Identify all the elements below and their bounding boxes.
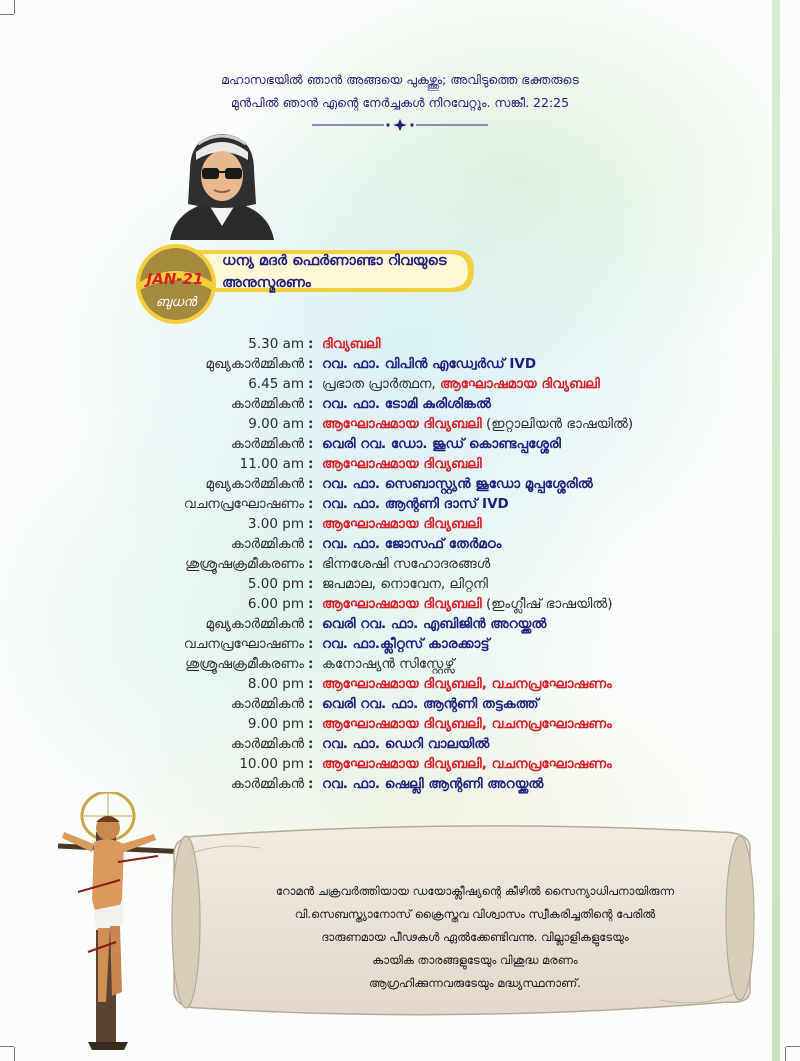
saint-description-line-3: ദാരുണമായ പീഢകൾ ഏൽക്കേണ്ടിവന്നു. വില്ലാളികളുടേയും xyxy=(321,930,629,944)
schedule-row-value-text: ആഘോഷമായ ദിവ്യബലി xyxy=(322,516,482,532)
schedule-row xyxy=(100,674,700,694)
schedule-row xyxy=(100,494,700,514)
schedule-row-value-text: ദിവ്യബലി xyxy=(322,336,381,352)
schedule-row xyxy=(100,654,700,674)
schedule-row-label: 9.00 pm xyxy=(247,716,304,732)
schedule-row-label: കാർമ്മികൻ xyxy=(230,696,304,712)
schedule-row xyxy=(100,554,700,574)
schedule-row-value-text: റവ. ഫാ. സെബാസ്റ്റ്യൻ ജൂഡോ മൂപ്പശ്ശേരിൽ xyxy=(322,476,593,492)
schedule-row-value-note: (ഇറ്റാലിയൻ ഭാഷയിൽ) xyxy=(481,416,634,432)
schedule-row-label: 11.00 am xyxy=(239,456,304,472)
schedule-row-value xyxy=(322,354,536,374)
schedule-row xyxy=(100,394,700,414)
saint-description xyxy=(250,880,700,995)
schedule-row-value xyxy=(322,674,612,694)
bible-verse xyxy=(140,68,660,114)
schedule-row-label: 5.00 pm xyxy=(247,576,304,592)
saint-description-line-2: വി.സെബസ്ത്യാനോസ് ക്രൈസ്തവ വിശ്വാസം സ്വീകരിച്ചതിന്റെ പേരിൽ xyxy=(294,907,656,921)
schedule-row xyxy=(100,434,700,454)
schedule-row-value-text: റവ. ഫാ.ക്ലീറ്റസ് കാരക്കാട്ട് xyxy=(322,636,490,652)
schedule-row-value-text: ആഘോഷമായ ദിവ്യബലി, വചനപ്രഘോഷണം xyxy=(322,676,612,692)
crop-mark xyxy=(0,14,14,15)
schedule-row xyxy=(100,634,700,654)
page-edge-strip xyxy=(772,0,780,1061)
schedule-row xyxy=(100,454,700,474)
saint-description-line-1: റോമൻ ചക്രവർത്തിയായ ഡയോക്ലീഷ്യന്റെ കീഴിൽ സൈന്യാധിപനായിരുന്ന xyxy=(275,884,675,898)
schedule-row xyxy=(100,414,700,434)
schedule-row-value-text: ജപമാല, നൊവേന, ലിറ്റനി xyxy=(322,576,488,592)
schedule-row-value xyxy=(322,514,482,534)
crop-mark xyxy=(14,0,15,14)
schedule-row-value-text: റവ. ഫാ. ഷെല്ലി ആന്റണി അറയ്ക്കൽ xyxy=(322,776,544,792)
verse-line-1: മഹാസഭയിൽ ഞാൻ അങ്ങയെ പുകഴ്ത്തും; അവിടുത്തെ ഭക്തരുടെ xyxy=(221,72,579,87)
event-title xyxy=(222,250,462,294)
schedule-row-value xyxy=(322,374,600,394)
schedule-row-value-text: ആഘോഷമായ ദിവ്യബലി, വചനപ്രഘോഷണം xyxy=(322,716,612,732)
schedule-row-value xyxy=(322,754,612,774)
schedule-row xyxy=(100,594,700,614)
saint-description-line-4: കായിക താരങ്ങളുടേയും വിശുദ്ധ മരണം xyxy=(372,953,578,967)
schedule-row-label: കാർമ്മികൻ xyxy=(230,736,304,752)
schedule-row xyxy=(100,474,700,494)
schedule-row-value-text: ആഘോഷമായ ദിവ്യബലി xyxy=(322,596,482,612)
schedule-row-label: ശുശ്രൂഷക്രമീകരണം xyxy=(185,656,304,672)
schedule-row xyxy=(100,714,700,734)
schedule-row-value-text: റവ. ഫാ. ഡെറി വാലയിൽ xyxy=(322,736,490,752)
schedule-row-separator: : xyxy=(308,496,314,512)
schedule-row-value xyxy=(322,694,538,714)
schedule-row xyxy=(100,334,700,354)
schedule-row-label: മുഖ്യകാർമ്മികൻ xyxy=(205,616,304,632)
schedule-row-separator: : xyxy=(308,456,314,472)
schedule-row-value xyxy=(322,734,489,754)
schedule-row-value xyxy=(322,334,380,354)
date-label: JAN-21 xyxy=(146,270,204,288)
schedule-row-value-text: റവ. ഫാ. വിപിൻ എഡ്വേർഡ് IVD xyxy=(322,356,537,372)
schedule-row-separator: : xyxy=(308,536,314,552)
schedule-row-separator: : xyxy=(308,736,314,752)
schedule-row-separator: : xyxy=(308,636,314,652)
schedule-row-value-text: വെരി റവ. ഫാ. ആന്റണി തട്ടകത്ത് xyxy=(322,696,539,712)
schedule-row-label: 6.45 am xyxy=(248,376,304,392)
mother-fernanda-portrait xyxy=(166,130,278,240)
schedule-row-label: 6.00 pm xyxy=(247,596,304,612)
schedule-row-separator: : xyxy=(308,576,314,592)
schedule-row-label: കാർമ്മികൻ xyxy=(230,436,304,452)
schedule-row-label: കാർമ്മികൻ xyxy=(230,536,304,552)
schedule-row-value xyxy=(322,474,593,494)
crop-mark xyxy=(0,1046,14,1047)
schedule-row xyxy=(100,514,700,534)
schedule-row-value xyxy=(322,534,501,554)
schedule-row-value-text: റവ. ഫാ. ടോമി കുരിശിങ്കൽ xyxy=(322,396,491,412)
schedule-row xyxy=(100,354,700,374)
schedule-row-separator: : xyxy=(308,776,314,792)
verse-line-2: മുൻപിൽ ഞാൻ എന്റെ നേർച്ചകൾ നിറവേറ്റും. സങ്കീ. 22:25 xyxy=(230,95,570,110)
schedule-row-value xyxy=(322,494,509,514)
schedule-row-label: മുഖ്യകാർമ്മികൻ xyxy=(205,476,304,492)
schedule-row xyxy=(100,694,700,714)
schedule-row-label: 10.00 pm xyxy=(239,756,304,772)
schedule-row-label: കാർമ്മികൻ xyxy=(230,396,304,412)
schedule-row-value xyxy=(322,634,489,654)
schedule-row-value-note: (ഇംഗ്ലീഷ് ഭാഷയിൽ) xyxy=(481,596,613,612)
event-title-line-1: ധന്യ മദർ ഫെർണാണ്ടാ റിവയുടെ xyxy=(222,253,447,269)
schedule-row-separator: : xyxy=(308,396,314,412)
day-label: ബുധൻ xyxy=(155,295,197,310)
crop-mark xyxy=(785,1047,786,1061)
schedule-row-value xyxy=(322,414,633,434)
schedule-row-value xyxy=(322,654,455,674)
schedule-row-separator: : xyxy=(308,556,314,572)
event-title-line-2: അനുസ്മരണം xyxy=(222,275,311,291)
schedule-row-label: വചനപ്രഘോഷണം xyxy=(183,496,304,512)
schedule-row-value-text: ആഘോഷമായ ദിവ്യബലി xyxy=(322,456,482,472)
schedule-row xyxy=(100,574,700,594)
schedule-row-value-text: ഭിന്നശേഷി സഹോദരങ്ങൾ xyxy=(322,556,491,572)
schedule-row-value-text: റവ. ഫാ. ആന്റണി ദാസ് IVD xyxy=(322,496,509,512)
schedule-row-value xyxy=(322,574,488,594)
schedule-row-label: 8.00 pm xyxy=(247,676,304,692)
schedule-row-value xyxy=(322,614,546,634)
schedule-row-separator: : xyxy=(308,416,314,432)
schedule-row-separator: : xyxy=(308,616,314,632)
schedule-row-value-note: ആഘോഷമായ ദിവ്യബലി xyxy=(440,376,600,392)
schedule-row xyxy=(100,534,700,554)
schedule-row-value-text: ആഘോഷമായ ദിവ്യബലി, വചനപ്രഘോഷണം xyxy=(322,756,612,772)
schedule-row-value xyxy=(322,394,491,414)
schedule-row-separator: : xyxy=(308,656,314,672)
schedule-row-separator: : xyxy=(308,336,314,352)
schedule-row-value xyxy=(322,714,612,734)
schedule-row xyxy=(100,774,700,794)
schedule-row-separator: : xyxy=(308,436,314,452)
schedule-row-separator: : xyxy=(308,516,314,532)
schedule-row-value-text: കനോഷ്യൻ സിസ്റ്റേഴ്സ് xyxy=(322,656,455,672)
schedule-row-label: 5.30 am xyxy=(248,336,304,352)
schedule-row-label: വചനപ്രഘോഷണം xyxy=(183,636,304,652)
schedule-row-label: 3.00 pm xyxy=(247,516,304,532)
schedule-row-value xyxy=(322,554,490,574)
schedule-row-separator: : xyxy=(308,596,314,612)
schedule-row-value-text: വെരി റവ. ഫാ. എബിജിൻ അറയ്ക്കൽ xyxy=(322,616,547,632)
schedule-row-value xyxy=(322,594,613,614)
schedule-row xyxy=(100,754,700,774)
schedule-row-label: കാർമ്മികൻ xyxy=(230,776,304,792)
schedule-row-separator: : xyxy=(308,376,314,392)
schedule-row xyxy=(100,734,700,754)
schedule-row-value xyxy=(322,774,543,794)
crop-mark xyxy=(786,1046,800,1047)
schedule-list xyxy=(100,334,700,794)
schedule-row-label: ശുശ്രൂഷക്രമീകരണം xyxy=(185,556,304,572)
schedule-row-separator: : xyxy=(308,476,314,492)
schedule-row-separator: : xyxy=(308,676,314,692)
saint-description-line-5: ആഗ്രഹിക്കുന്നവരുടേയും മദ്ധ്യസ്ഥനാണ്. xyxy=(369,976,581,990)
crop-mark xyxy=(14,1047,15,1061)
schedule-row-separator: : xyxy=(308,716,314,732)
schedule-row-value-text: റവ. ഫാ. ജോസഫ് തേർമഠം xyxy=(322,536,502,552)
schedule-row-value-text: വെരി റവ. ഡോ. ജൂഡ് കൊണ്ടപ്പശ്ശേരി xyxy=(322,436,561,452)
schedule-row-value-text: ആഘോഷമായ ദിവ്യബലി xyxy=(322,416,482,432)
schedule-row-value xyxy=(322,434,561,454)
schedule-row-separator: : xyxy=(308,756,314,772)
schedule-row-label: 9.00 am xyxy=(248,416,304,432)
schedule-row-label: മുഖ്യകാർമ്മികൻ xyxy=(205,356,304,372)
schedule-row-separator: : xyxy=(308,696,314,712)
divider-ornament-icon xyxy=(312,119,488,131)
schedule-row-value xyxy=(322,454,482,474)
schedule-row-value-text: പ്രഭാത പ്രാർത്ഥന, xyxy=(322,376,441,392)
schedule-row xyxy=(100,374,700,394)
schedule-row-separator: : xyxy=(308,356,314,372)
schedule-row xyxy=(100,614,700,634)
